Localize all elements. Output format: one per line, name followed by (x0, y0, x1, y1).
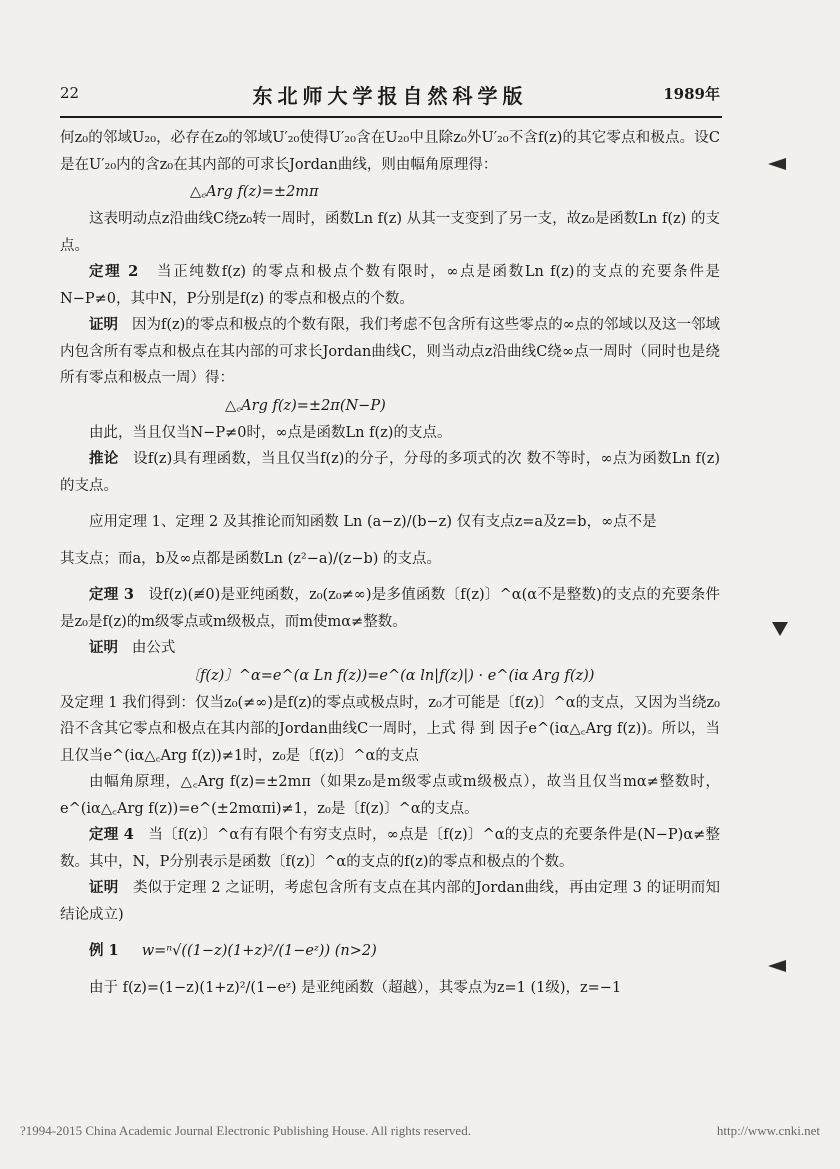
margin-mark-icon (768, 158, 786, 170)
spacer (60, 536, 720, 546)
spacer (60, 928, 720, 938)
theorem-3-label: 定理 3 (89, 586, 134, 603)
margin-mark-icon (772, 622, 788, 636)
equation-1: △꜀Arg f(z)=±2mπ (190, 184, 319, 200)
theorem-3-text: 设f(z)(≢0)是亚纯函数，z₀(z₀≠∞)是多值函数〔f(z)〕^α(α不是整数)的支点的充要条件是z₀是f(z)的m级零点或m级极点，而m使mα≠整数。 (60, 587, 721, 630)
proof-2-label: 证明 (89, 316, 119, 333)
theorem-4 (60, 822, 720, 875)
paragraph-4: 应用定理 1、定理 2 及其推论而知函数 Ln (a−z)/(b−z) 仅有支点z=a及z=b，∞点不是 (89, 514, 657, 530)
proof-4 (60, 875, 720, 928)
article-body (60, 125, 720, 1001)
footer-url: http://www.cnki.net (716, 1123, 820, 1138)
margin-mark-icon (768, 960, 786, 972)
journal-title: 东北师大学报自然科学版 (252, 84, 528, 108)
header-rule (60, 116, 722, 118)
paragraph-1: 何z₀的邻域U₂₀，必存在z₀的邻域U′₂₀使得U′₂₀含在U₂₀中且除z₀外U′₂₀不含f(z)的其它零点和极点。设C是在U′₂₀内的含z₀在其内部的可求长Jordan曲线，则由幅角原理得： (60, 130, 720, 173)
corollary (60, 446, 720, 499)
example-1-formula: w=ⁿ√((1−z)(1+z)²/(1−eᶻ)) (n>2) (141, 943, 377, 959)
proof-4-label: 证明 (89, 879, 119, 896)
example-1 (60, 938, 720, 965)
proof-3-text: 由公式 (131, 640, 176, 656)
paragraph-8: 由于 f(z)=(1−z)(1+z)²/(1−eᶻ) 是亚纯函数（超越），其零点为z=1 (1级)，z=−1 (89, 979, 622, 996)
paragraph-3: 由此，当且仅当N−P≠0时，∞点是函数Ln f(z)的支点。 (89, 424, 452, 441)
equation-2: △꜀Arg f(z)=±2π(N−P) (225, 397, 386, 414)
paragraph-6: 及定理 1 我们得到：仅当z₀(≠∞)是f(z)的零点或极点时，z₀才可能是〔f(z)〕^α的支点，又因为当绕z₀沿不含其它零点和极点在其内部的Jordan曲线C一周时，上式 得 到 因子e^(iα△꜀Arg f(z))。所以，当且仅当e^(iα△꜀Arg f(z))≠1时，z₀是〔f(z)〕^α的支点 (60, 694, 720, 764)
page-number: 22 (60, 84, 80, 102)
paragraph-2: 这表明动点z沿曲线C绕z₀转一周时，函数Ln f(z) 从其一支变到了另一支，故z₀是函数Ln f(z) 的支点。 (60, 211, 720, 254)
paragraph-5: 其支点；而a，b及∞点都是函数Ln (z²−a)/(z−b) 的支点。 (60, 550, 442, 567)
publication-year: 1989年 (663, 85, 720, 103)
theorem-2-text: 当正纯数f(z) 的零点和极点个数有限时，∞点是函数Ln f(z)的支点的充要条件是N−P≠0，其中N，P分别是f(z) 的零点和极点的个数。 (60, 264, 721, 307)
proof-2 (60, 312, 720, 392)
proof-4-text: 类似于定理 2 之证明，考虑包含所有支点在其内部的Jordan曲线，再由定理 3 的证明而知结论成立) (60, 880, 721, 923)
page-header (60, 80, 720, 108)
proof-2-text: 因为f(z)的零点和极点的个数有限，我们考虑不包含所有这些零点的∞点的邻域以及这一邻域内包含所有零点和极点在其内部的可求长Jordan曲线C，则当动点z沿曲线C绕∞点一周时（同时也是绕所有零点和极点一周）得： (60, 317, 721, 386)
example-1-label: 例 1 (89, 942, 119, 959)
spacer (60, 499, 720, 509)
corollary-label: 推论 (89, 450, 119, 467)
spacer (60, 965, 720, 975)
theorem-2-label: 定理 2 (89, 263, 139, 280)
proof-3-label: 证明 (89, 639, 118, 656)
theorem-4-label: 定理 4 (89, 826, 134, 843)
proof-3 (60, 635, 720, 662)
spacer (60, 572, 720, 582)
theorem-4-text: 当〔f(z)〕^α有有限个有穷支点时，∞点是〔f(z)〕^α的支点的充要条件是(N−P)α≠整数。其中，N，P分别表示是函数〔f(z)〕^α的支点的f(z)的零点和极点的个数。 (60, 827, 720, 870)
theorem-3 (60, 582, 720, 635)
equation-3: 〔f(z)〕^α=e^(α Ln f(z))=e^(α ln|f(z)|) · e^(iα Arg f(z)) (185, 667, 595, 684)
paragraph-7: 由幅角原理，△꜀Arg f(z)=±2mπ（如果z₀是m级零点或m级极点），故当且仅当mα≠整数时，e^(iα△꜀Arg f(z))=e^(±2mαπi)≠1，z₀是〔f(z)〕^α的支点。 (60, 774, 720, 817)
copyright-notice: ?1994-2015 China Academic Journal Electronic Publishing House. All rights reserved. (20, 1123, 471, 1138)
corollary-text: 设f(z)具有理函数，当且仅当f(z)的分子，分母的多项式的次 数不等时，∞点为函数Ln f(z)的支点。 (60, 451, 720, 494)
theorem-2 (60, 259, 720, 312)
